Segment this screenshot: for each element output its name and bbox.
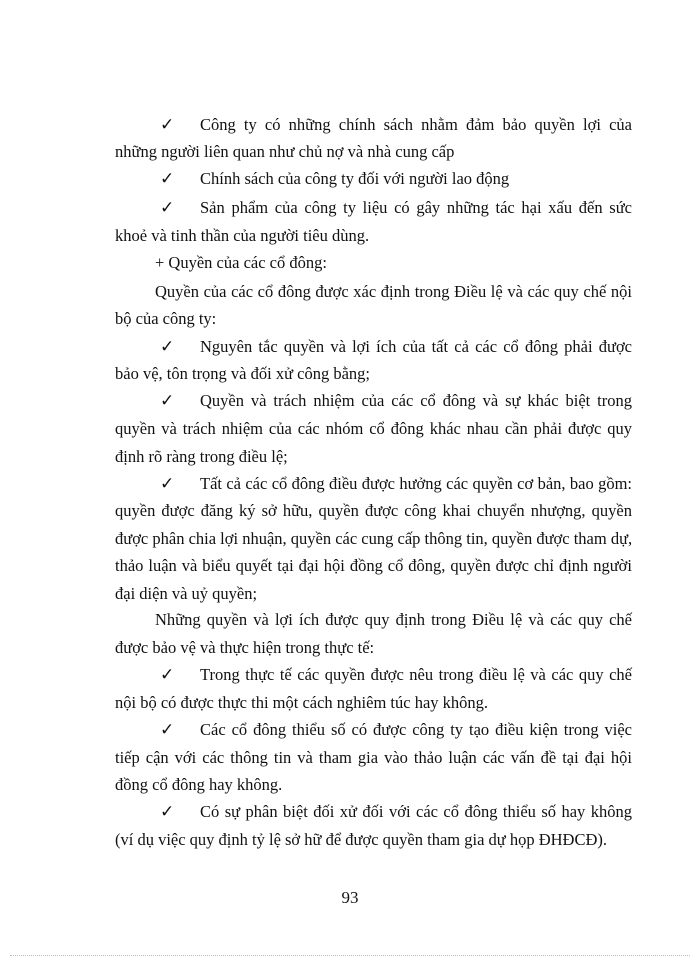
checkmark-icon: ✓ [160, 720, 175, 739]
bullet-text: được phân chia lợi nhuận, quyền các cung cấp thông tin, quyền được tham dự, [115, 529, 633, 548]
paragraph-text: bộ của công ty: [115, 309, 217, 328]
bullet-text: Chính sách của công ty đối với người lao động [200, 169, 510, 188]
bullet-text: bảo vệ, tôn trọng và đối xử công bằng; [115, 364, 371, 383]
checkmark-icon: ✓ [160, 665, 175, 684]
bullet-text: nội bộ có được thực thi một cách nghiêm túc hay không. [115, 693, 489, 712]
checkmark-icon: ✓ [160, 198, 175, 217]
checkmark-icon: ✓ [160, 802, 175, 821]
bullet-text: thảo luận và biểu quyết tại đại hội đồng cổ đông, quyền được chỉ định người [115, 556, 632, 575]
bullet-text: Nguyên tắc quyền và lợi ích của tất cả các cổ đông phải được [200, 337, 632, 356]
checkmark-icon: ✓ [160, 474, 175, 493]
bullet-text: đại diện và uỷ quyền; [115, 584, 258, 603]
page-edge-divider [10, 955, 690, 956]
paragraph-text: Quyền của các cổ đông được xác định trong Điều lệ và các quy chế nội [155, 282, 632, 301]
bullet-text: Sản phẩm của công ty liệu có gây những tác hại xấu đến sức [200, 198, 632, 217]
bullet-text: những người liên quan như chủ nợ và nhà cung cấp [115, 142, 455, 161]
bullet-text: định rõ ràng trong điều lệ; [115, 447, 288, 466]
bullet-text: khoẻ và tinh thần của người tiêu dùng. [115, 226, 370, 245]
bullet-text: Tất cả các cổ đông điều được hưởng các quyền cơ bản, bao gồm: [200, 474, 632, 493]
bullet-text: Các cổ đông thiểu số có được công ty tạo điều kiện trong việc [200, 720, 632, 739]
section-heading: + Quyền của các cổ đông: [155, 253, 327, 272]
bullet-text: tiếp cận với các thông tin và tham gia vào thảo luận các vấn đề tại đại hội [115, 748, 632, 767]
bullet-text: (ví dụ việc quy định tỷ lệ sở hữ để được quyền tham gia dự họp ĐHĐCĐ). [115, 830, 607, 849]
checkmark-icon: ✓ [160, 169, 175, 188]
paragraph-text: được bảo vệ và thực hiện trong thực tế: [115, 638, 375, 657]
bullet-text: Quyền và trách nhiệm của các cổ đông và sự khác biệt trong [200, 391, 632, 410]
checkmark-icon: ✓ [160, 115, 175, 134]
page-number: 93 [341, 888, 359, 907]
bullet-text: Trong thực tế các quyền được nêu trong điều lệ và các quy chế [200, 665, 632, 684]
bullet-text: Có sự phân biệt đối xử đối với các cổ đông thiểu số hay không [200, 802, 632, 821]
bullet-text: quyền được đăng ký sở hữu, quyền được công khai chuyển nhượng, quyền [115, 501, 632, 520]
checkmark-icon: ✓ [160, 337, 175, 356]
bullet-text: quyền và trách nhiệm của các nhóm cổ đông khác nhau cần phải được quy [115, 419, 632, 438]
checkmark-icon: ✓ [160, 391, 175, 410]
bullet-text: Công ty có những chính sách nhằm đảm bảo quyền lợi của [200, 115, 632, 134]
bullet-text: đồng cổ đông hay không. [115, 775, 283, 794]
paragraph-text: Những quyền và lợi ích được quy định trong Điều lệ và các quy chế [155, 610, 632, 629]
